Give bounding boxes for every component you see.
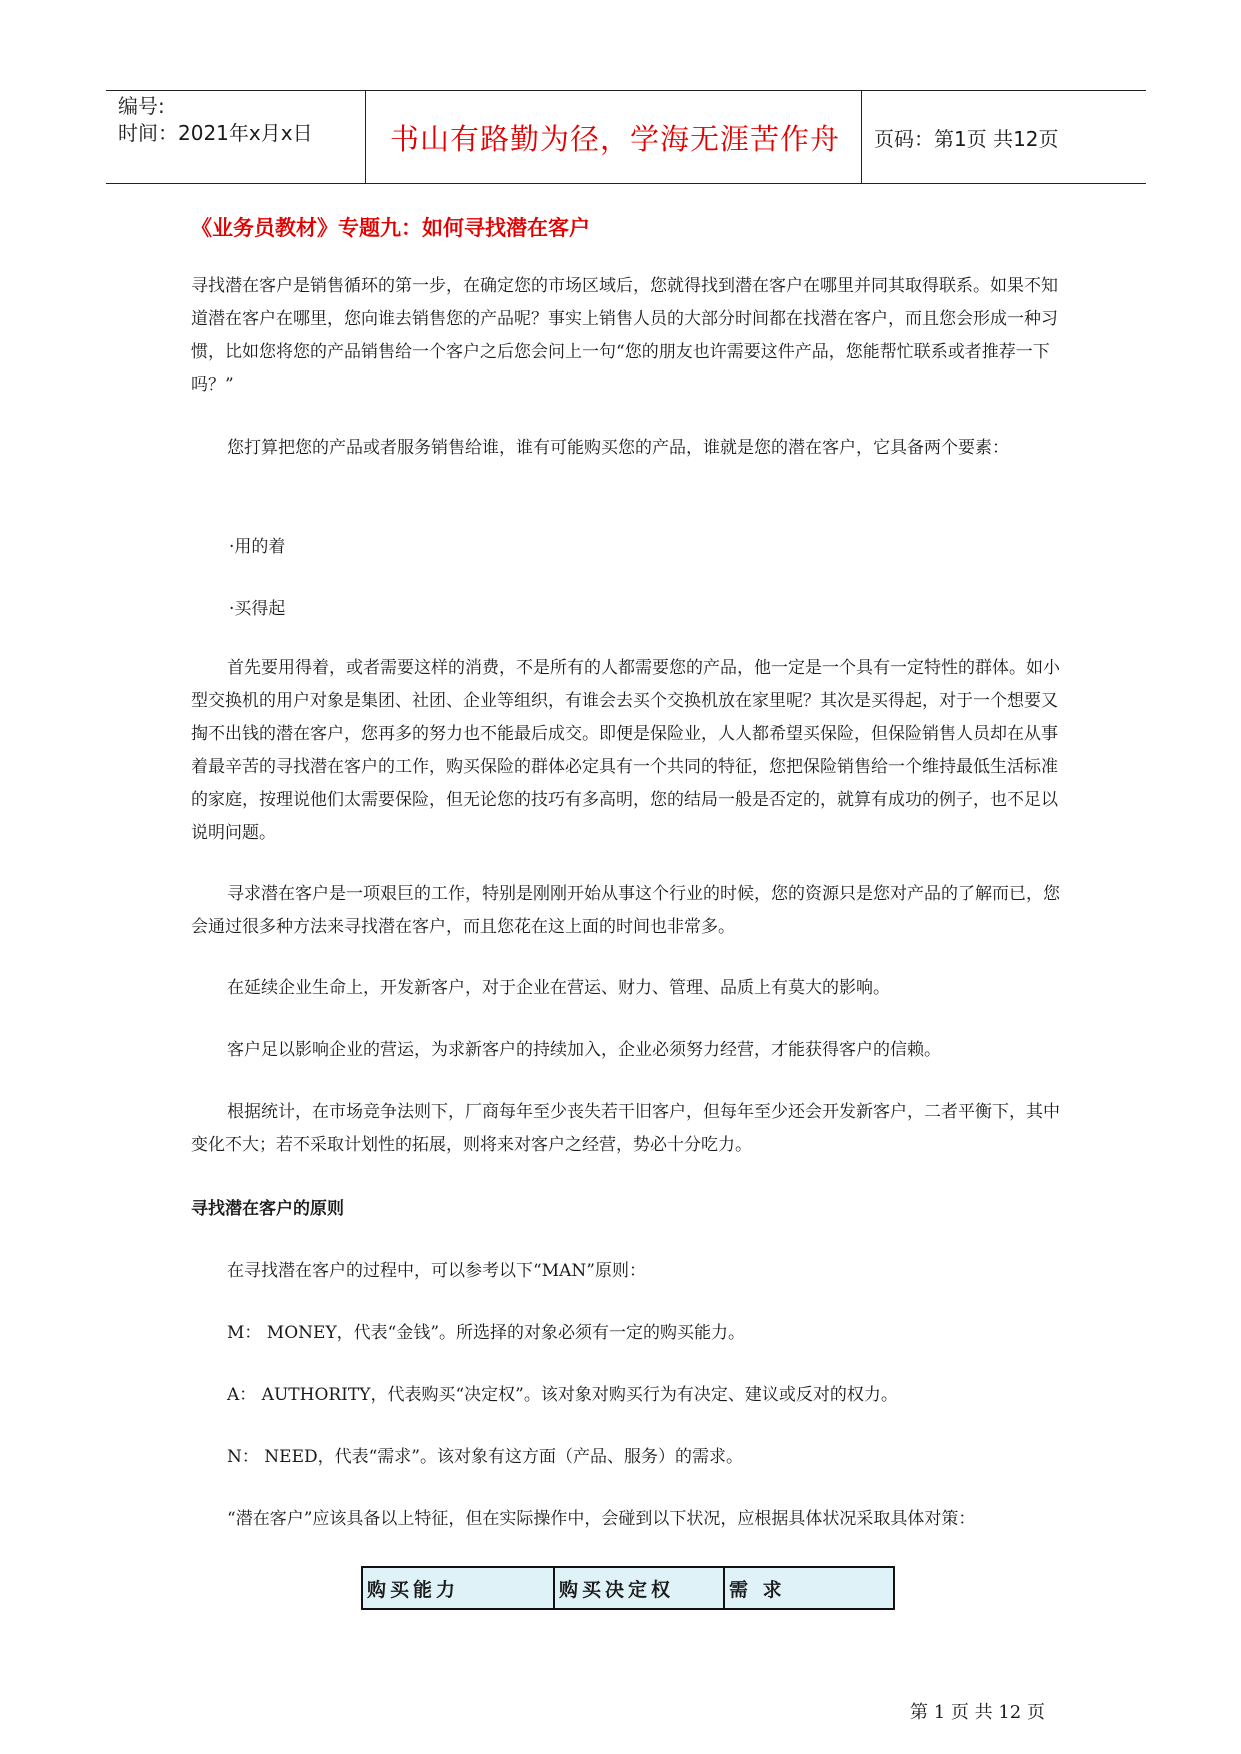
paragraph-enterprise: 在延续企业生命上，开发新客户，对于企业在营运、财力、管理、品质上有莫大的影响。 (227, 978, 890, 998)
table-header-row (362, 1567, 894, 1609)
criteria-table (361, 1566, 895, 1610)
document-number-label: 编号: (118, 94, 165, 118)
header-page-info: 页码：第1页 共12页 (874, 127, 1059, 151)
table-header-cell: 购买能力 (362, 1567, 554, 1609)
header-divider-right (861, 91, 862, 183)
bullet-afford: ·买得起 (229, 599, 286, 619)
paragraph-explanation: 首先要用得着，或者需要这样的消费，不是所有的人都需要您的产品，他一定是一个具有一定特性的群体。如小型交换机的用户对象是集团、社团、企业等组织，有谁会去买个交换机放在家里呢？其次是买得起，对于一个想要又掏不出钱的潜在客户，您再多的努力也不能最后成交。即便是保险业，人人都希望买保险，但保险销售人员却在从事着最辛苦的寻找潜在客户的工作，购买保险的群体必定具有一个共同的特征，您把保险销售给一个维持最低生活标准的家庭，按理说他们太需要保险，但无论您的技巧有多高明，您的结局一般是否定的，就算有成功的例子，也不足以说明问题。 (191, 658, 1060, 843)
table-header-cell: 需 求 (724, 1567, 894, 1609)
paragraph-intro: 寻找潜在客户是销售循环的第一步，在确定您的市场区域后，您就得找到潜在客户在哪里并同其取得联系。如果不知道潜在客户在哪里，您向谁去销售您的产品呢？事实上销售人员的大部分时间都在找潜在客户，而且您会形成一种习惯，比如您将您的产品销售给一个客户之后您会问上一句“您的朋友也许需要这件产品，您能帮忙联系或者推荐一下吗？” (191, 276, 1058, 395)
section-intro: 在寻找潜在客户的过程中，可以参考以下“MAN”原则： (227, 1261, 646, 1281)
section-heading: 寻找潜在客户的原则 (191, 1199, 344, 1219)
header-motto: 书山有路勤为径，学海无涯苦作舟 (389, 122, 840, 156)
paragraph-difficulty: 寻求潜在客户是一项艰巨的工作，特别是刚刚开始从事这个行业的时候，您的资源只是您对产品的了解而已，您会通过很多种方法来寻找潜在客户，而且您花在这上面的时间也非常多。 (191, 884, 1060, 937)
principle-money: M： MONEY，代表“金钱”。所选择的对象必须有一定的购买能力。 (227, 1323, 746, 1343)
page-footer: 第 1 页 共 12 页 (910, 1702, 1045, 1723)
principle-need: N： NEED，代表“需求”。该对象有这方面（产品、服务）的需求。 (227, 1447, 743, 1467)
document-time: 时间：2021年x月x日 (118, 121, 313, 145)
section-note: “潜在客户”应该具备以上特征，但在实际操作中，会碰到以下状况，应根据具体状况采取具体对策： (227, 1509, 976, 1529)
paragraph-definition: 您打算把您的产品或者服务销售给谁，谁有可能购买您的产品，谁就是您的潜在客户，它具备两个要素： (227, 438, 1009, 458)
paragraph-customer-trust: 客户足以影响企业的营运，为求新客户的持续加入，企业必须努力经营，才能获得客户的信赖。 (227, 1040, 941, 1060)
page-header (106, 90, 1146, 184)
paragraph-statistics: 根据统计，在市场竞争法则下，厂商每年至少丧失若干旧客户，但每年至少还会开发新客户，二者平衡下，其中变化不大；若不采取计划性的拓展，则将来对客户之经营，势必十分吃力。 (191, 1102, 1060, 1155)
principle-authority: A： AUTHORITY，代表购买“决定权”。该对象对购买行为有决定、建议或反对的权力。 (227, 1385, 898, 1405)
bullet-need: ·用的着 (229, 537, 286, 557)
table-header-cell: 购买决定权 (554, 1567, 724, 1609)
header-divider-left (365, 91, 366, 183)
header-meta (118, 93, 368, 147)
document-title: 《业务员教材》专题九：如何寻找潜在客户 (191, 215, 590, 240)
